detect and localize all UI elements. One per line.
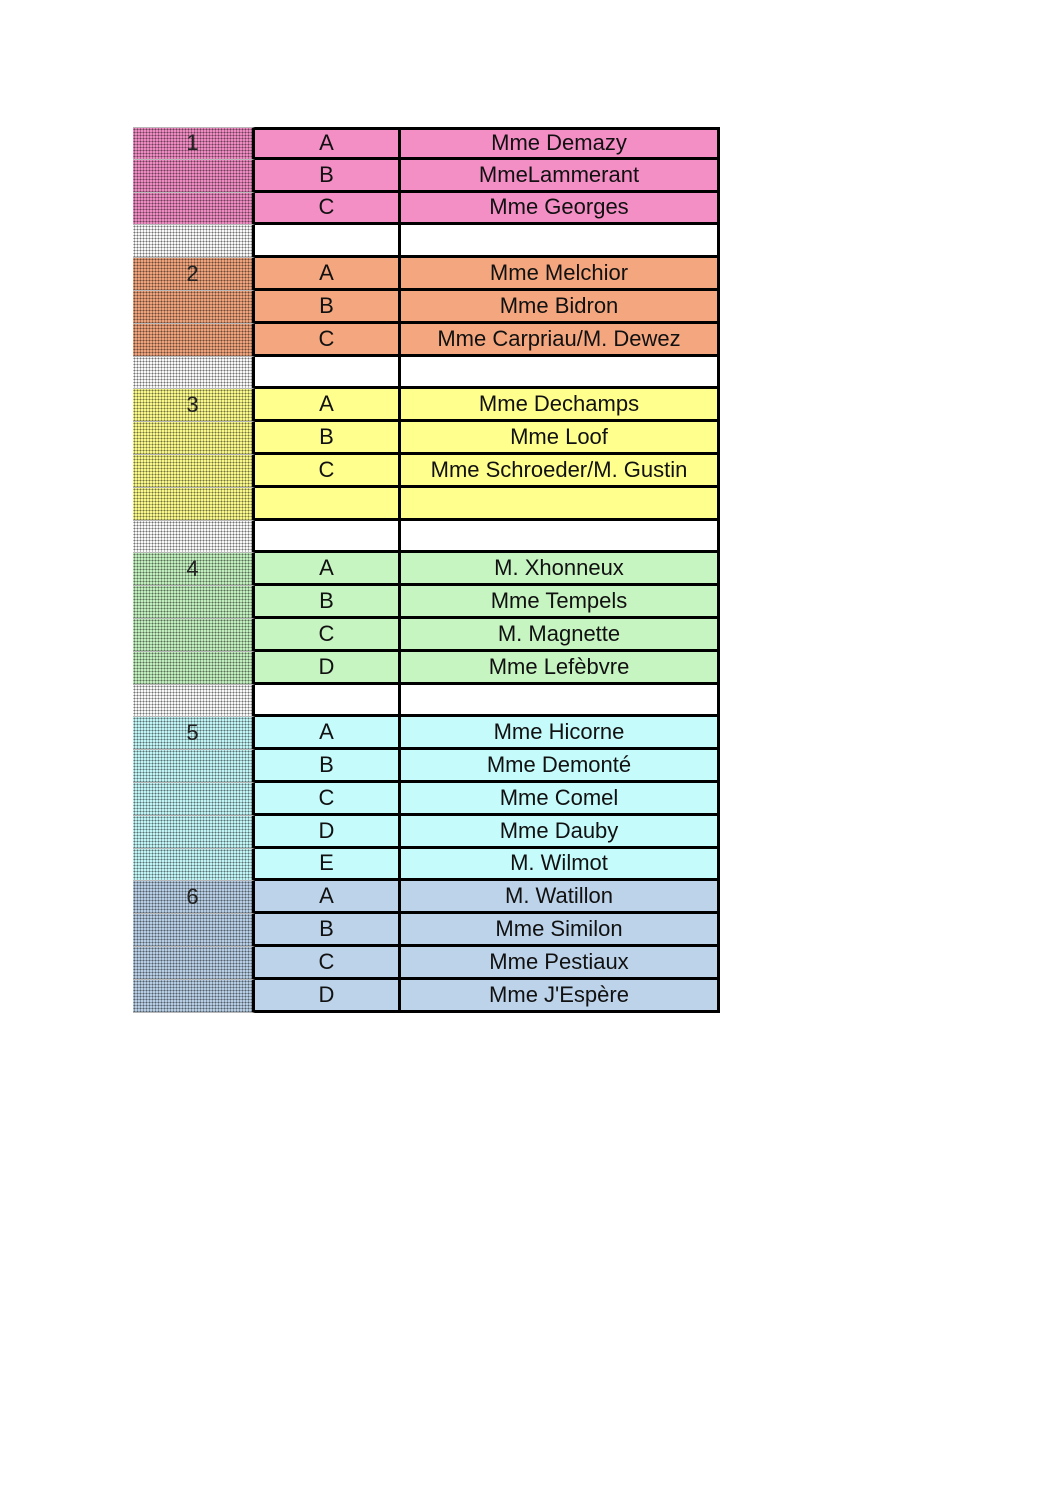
teacher-name-cell[interactable]: Mme Georges <box>401 193 720 226</box>
group-number-cell[interactable] <box>133 914 255 947</box>
letter-cell[interactable]: A <box>255 553 401 586</box>
group-number: 4 <box>186 556 199 582</box>
group-table <box>133 127 720 1013</box>
table-row <box>133 586 720 619</box>
letter-cell[interactable]: A <box>255 389 401 422</box>
group-number: 6 <box>186 884 199 910</box>
table-row <box>133 455 720 488</box>
letter-cell[interactable]: C <box>255 947 401 980</box>
table-row <box>133 652 720 685</box>
group-number-cell[interactable] <box>133 422 255 455</box>
letter-cell[interactable]: B <box>255 914 401 947</box>
group-number: 2 <box>186 261 199 287</box>
teacher-name-cell[interactable]: Mme Similon <box>401 914 720 947</box>
teacher-name-cell[interactable]: Mme Hicorne <box>401 717 720 750</box>
teacher-name-cell[interactable]: Mme Pestiaux <box>401 947 720 980</box>
letter-cell[interactable] <box>255 685 401 718</box>
letter-cell[interactable] <box>255 225 401 258</box>
table-row <box>133 488 720 521</box>
letter-cell[interactable]: B <box>255 291 401 324</box>
group-number-cell[interactable] <box>133 225 255 258</box>
table-row <box>133 980 720 1013</box>
letter-cell[interactable]: B <box>255 422 401 455</box>
letter-cell[interactable]: B <box>255 160 401 193</box>
teacher-name-cell[interactable]: Mme Lefèbvre <box>401 652 720 685</box>
teacher-name-cell[interactable]: Mme Demonté <box>401 750 720 783</box>
group-number-cell[interactable] <box>133 291 255 324</box>
group-number-cell[interactable] <box>133 619 255 652</box>
teacher-name-cell[interactable]: M. Wilmot <box>401 849 720 882</box>
letter-cell[interactable]: A <box>255 881 401 914</box>
letter-cell[interactable]: D <box>255 980 401 1013</box>
teacher-name-cell[interactable]: Mme Dauby <box>401 816 720 849</box>
teacher-name-cell[interactable]: M. Xhonneux <box>401 553 720 586</box>
table-row <box>133 947 720 980</box>
group-number-cell[interactable] <box>133 160 255 193</box>
table-row <box>133 422 720 455</box>
letter-cell[interactable]: A <box>255 127 401 160</box>
teacher-name-cell[interactable] <box>401 357 720 390</box>
teacher-name-cell[interactable]: MmeLammerant <box>401 160 720 193</box>
letter-cell[interactable]: D <box>255 816 401 849</box>
table-row <box>133 619 720 652</box>
group-number-cell[interactable] <box>133 980 255 1013</box>
letter-cell[interactable]: C <box>255 783 401 816</box>
letter-cell[interactable]: A <box>255 258 401 291</box>
group-number-cell[interactable] <box>133 357 255 390</box>
table-row <box>133 914 720 947</box>
group-number-cell[interactable] <box>133 849 255 882</box>
group-number-cell[interactable] <box>133 750 255 783</box>
table-row <box>133 258 720 291</box>
letter-cell[interactable]: C <box>255 455 401 488</box>
group-number-cell[interactable] <box>133 455 255 488</box>
letter-cell[interactable]: A <box>255 717 401 750</box>
group-number-cell[interactable] <box>133 193 255 226</box>
teacher-name-cell[interactable]: Mme Dechamps <box>401 389 720 422</box>
table-row <box>133 553 720 586</box>
letter-cell[interactable] <box>255 488 401 521</box>
group-number-cell[interactable] <box>133 553 255 586</box>
teacher-name-cell[interactable]: Mme Bidron <box>401 291 720 324</box>
teacher-name-cell[interactable]: M. Magnette <box>401 619 720 652</box>
table-row <box>133 291 720 324</box>
teacher-name-cell[interactable] <box>401 685 720 718</box>
table-row <box>133 717 720 750</box>
letter-cell[interactable]: C <box>255 619 401 652</box>
group-number-cell[interactable] <box>133 521 255 554</box>
group-number-cell[interactable] <box>133 685 255 718</box>
group-number-cell[interactable] <box>133 258 255 291</box>
group-number-cell[interactable] <box>133 488 255 521</box>
group-number: 1 <box>186 130 199 156</box>
group-number: 5 <box>186 720 199 746</box>
teacher-name-cell[interactable]: Mme Loof <box>401 422 720 455</box>
group-number-cell[interactable] <box>133 816 255 849</box>
group-number-cell[interactable] <box>133 324 255 357</box>
group-number-cell[interactable] <box>133 389 255 422</box>
letter-cell[interactable]: D <box>255 652 401 685</box>
teacher-name-cell[interactable]: Mme Carpriau/M. Dewez <box>401 324 720 357</box>
table-row <box>133 783 720 816</box>
letter-cell[interactable]: E <box>255 849 401 882</box>
teacher-name-cell[interactable] <box>401 521 720 554</box>
table-row <box>133 160 720 193</box>
teacher-name-cell[interactable]: M. Watillon <box>401 881 720 914</box>
letter-cell[interactable]: B <box>255 586 401 619</box>
table-row <box>133 225 720 258</box>
letter-cell[interactable]: B <box>255 750 401 783</box>
letter-cell[interactable]: C <box>255 193 401 226</box>
group-number-cell[interactable] <box>133 947 255 980</box>
table-row <box>133 324 720 357</box>
group-number-cell[interactable] <box>133 652 255 685</box>
table-row <box>133 849 720 882</box>
table-row <box>133 521 720 554</box>
table-row <box>133 816 720 849</box>
table-row <box>133 127 720 160</box>
table-row <box>133 193 720 226</box>
group-number-cell[interactable] <box>133 881 255 914</box>
group-number-cell[interactable] <box>133 127 255 160</box>
group-number: 3 <box>186 392 199 418</box>
teacher-name-cell[interactable]: Mme Melchior <box>401 258 720 291</box>
teacher-name-cell[interactable]: Mme Schroeder/M. Gustin <box>401 455 720 488</box>
teacher-name-cell[interactable] <box>401 225 720 258</box>
teacher-name-cell[interactable]: Mme Demazy <box>401 127 720 160</box>
table-row <box>133 357 720 390</box>
teacher-name-cell[interactable]: Mme J'Espère <box>401 980 720 1013</box>
letter-cell[interactable] <box>255 521 401 554</box>
group-number-cell[interactable] <box>133 717 255 750</box>
teacher-name-cell[interactable]: Mme Tempels <box>401 586 720 619</box>
letter-cell[interactable]: C <box>255 324 401 357</box>
table-row <box>133 685 720 718</box>
teacher-name-cell[interactable]: Mme Comel <box>401 783 720 816</box>
table-row <box>133 881 720 914</box>
teacher-name-cell[interactable] <box>401 488 720 521</box>
table-row <box>133 389 720 422</box>
table-row <box>133 750 720 783</box>
letter-cell[interactable] <box>255 357 401 390</box>
group-number-cell[interactable] <box>133 783 255 816</box>
group-number-cell[interactable] <box>133 586 255 619</box>
